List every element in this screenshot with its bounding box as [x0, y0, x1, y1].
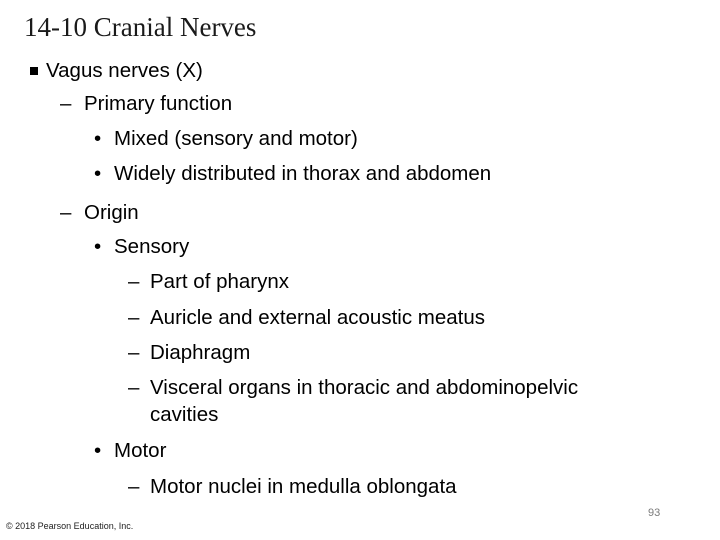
outline-text-continuation: cavities — [150, 403, 219, 426]
dash-marker: – — [128, 475, 140, 498]
outline-text: Part of pharynx — [150, 270, 290, 293]
outline-text: Motor — [114, 439, 167, 462]
bullet-marker: • — [94, 439, 102, 462]
outline-text: Primary function — [84, 92, 233, 115]
outline-text: Mixed (sensory and motor) — [114, 127, 358, 150]
bullet-marker: • — [94, 162, 102, 185]
dash-marker: – — [60, 92, 72, 115]
outline-text: Origin — [84, 201, 139, 224]
outline-text: Diaphragm — [150, 341, 251, 364]
dash-marker: – — [128, 376, 140, 399]
square-bullet-icon — [30, 67, 38, 75]
dash-marker: – — [60, 201, 72, 224]
outline-text: Motor nuclei in medulla oblongata — [150, 475, 457, 498]
copyright-footer: © 2018 Pearson Education, Inc. — [6, 521, 134, 531]
outline-text: Visceral organs in thoracic and abdominopelvic — [150, 376, 579, 399]
dash-marker: – — [128, 306, 140, 329]
outline-text: Auricle and external acoustic meatus — [150, 306, 486, 329]
bullet-marker: • — [94, 235, 102, 258]
dash-marker: – — [128, 270, 140, 293]
outline-text: Sensory — [114, 235, 190, 258]
outline-text: Widely distributed in thorax and abdomen — [114, 162, 492, 185]
page-number: 93 — [648, 507, 661, 519]
slide-title: 14-10 Cranial Nerves — [24, 12, 257, 42]
outline-text: Vagus nerves (X) — [46, 59, 203, 82]
dash-marker: – — [128, 341, 140, 364]
bullet-marker: • — [94, 127, 102, 150]
